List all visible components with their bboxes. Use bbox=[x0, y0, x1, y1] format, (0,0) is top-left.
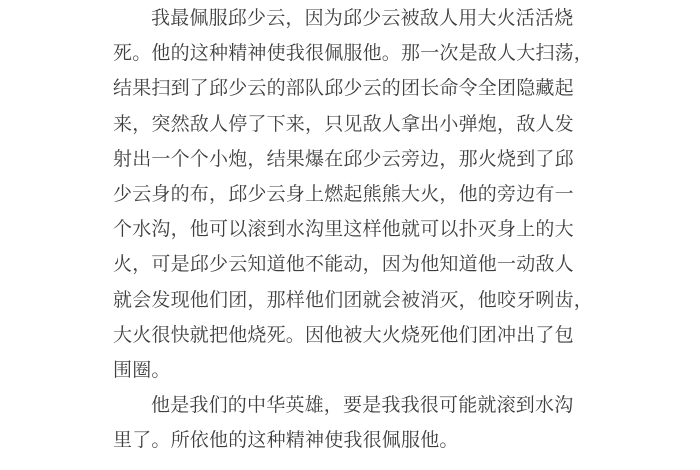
text-line: 围圈。 bbox=[113, 358, 171, 381]
text-line: 他是我们的中华英雄，要是我我很可能就滚到水沟 bbox=[151, 394, 574, 417]
text-line: 个水沟，他可以滚到水沟里这样他就可以扑灭身上的大 bbox=[113, 218, 574, 241]
text-line: 结果扫到了邱少云的部队邱少云的团长命令全团隐藏起 bbox=[113, 77, 574, 100]
text-line: 大火很快就把他烧死。因他被大火烧死他们团冲出了包 bbox=[113, 323, 574, 346]
paragraph-1 bbox=[113, 1, 594, 388]
essay-document bbox=[113, 1, 594, 458]
text-line: 火，可是邱少云知道他不能动，因为他知道他一动敌人 bbox=[113, 253, 574, 276]
text-line: 射出一个个小炮，结果爆在邱少云旁边，那火烧到了邱 bbox=[113, 147, 574, 170]
text-line: 我最佩服邱少云，因为邱少云被敌人用大火活活烧 bbox=[151, 7, 574, 29]
text-line: 死。他的这种精神使我很佩服他。那一次是敌人大扫荡， bbox=[113, 42, 594, 65]
text-line: 来，突然敌人停了下来，只见敌人拿出小弹炮，敌人发 bbox=[113, 112, 574, 135]
text-line: 里了。所依他的这种精神使我很佩服他。 bbox=[113, 429, 459, 452]
text-line: 就会发现他们团，那样他们团就会被消灭，他咬牙咧齿， bbox=[113, 288, 594, 311]
text-line: 少云身的布，邱少云身上燃起熊熊大火，他的旁边有一 bbox=[113, 182, 574, 205]
paragraph-2 bbox=[113, 388, 591, 458]
